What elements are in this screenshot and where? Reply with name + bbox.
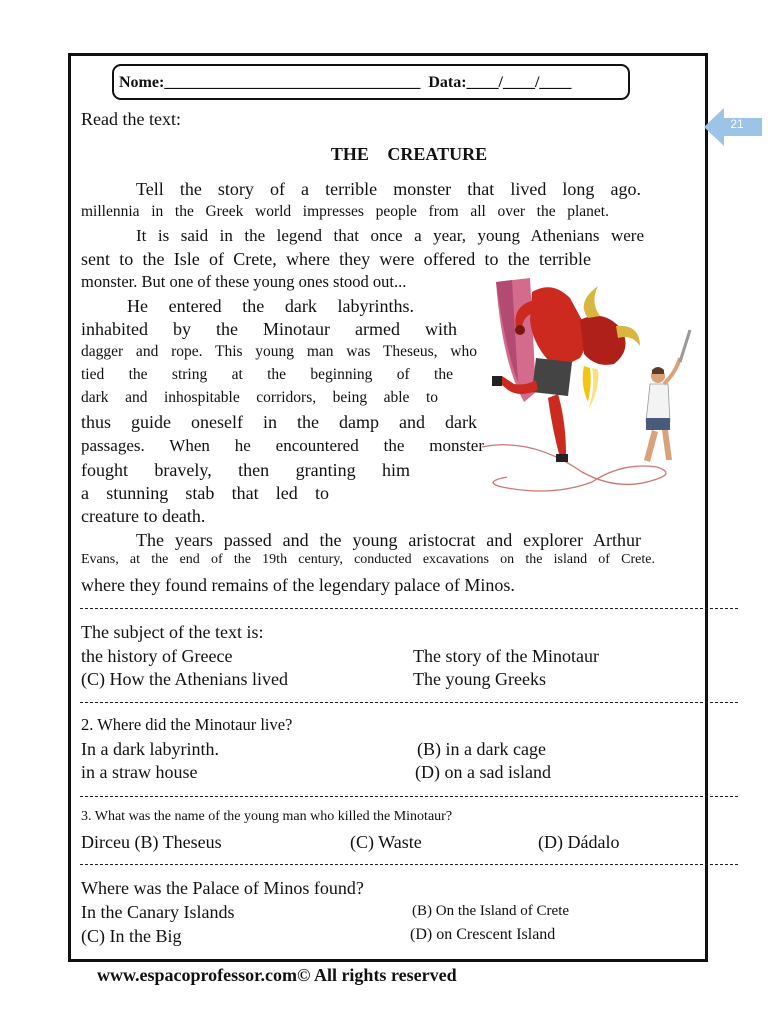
question-prompt: Where was the Palace of Minos found?	[81, 878, 364, 898]
answer-option[interactable]: (C) Waste	[350, 832, 422, 852]
theseus-minotaur-illustration	[472, 272, 694, 498]
story-line: dagger and rope. This young man was Theseus, who	[81, 343, 477, 360]
name-date-box	[112, 64, 630, 100]
section-divider	[80, 796, 738, 797]
answer-option[interactable]: In a dark labyrinth.	[81, 739, 219, 759]
story-line: dark and inhospitable corridors, being able to	[81, 389, 438, 406]
story-title: THE CREATURE	[330, 144, 488, 164]
answer-option[interactable]: (C) In the Big	[81, 926, 182, 946]
answer-option[interactable]: (C) How the Athenians lived	[81, 669, 288, 689]
story-line: sent to the Isle of Crete, where they were offered to the terrible	[81, 249, 591, 269]
answer-option[interactable]: The young Greeks	[413, 669, 546, 689]
story-line: millennia in the Greek world impresses people from all over the planet.	[81, 203, 609, 220]
section-divider	[80, 702, 738, 703]
story-line: The years passed and the young aristocrat and explorer Arthur	[136, 530, 641, 550]
story-line: thus guide oneself in the damp and dark	[81, 412, 477, 432]
answer-option[interactable]: (B) in a dark cage	[417, 739, 546, 759]
section-divider	[80, 608, 738, 609]
story-line: monster. But one of these young ones stood out...	[81, 272, 407, 291]
question-prompt: 3. What was the name of the young man who killed the Minotaur?	[81, 809, 453, 824]
section-divider	[80, 864, 738, 865]
story-line: a stunning stab that led to	[81, 483, 329, 503]
story-line: passages. When he encountered the monster	[81, 436, 484, 455]
page-number: 21	[730, 117, 744, 131]
answer-option[interactable]: Dirceu (B) Theseus	[81, 832, 222, 852]
answer-option[interactable]: (D) Dádalo	[538, 832, 620, 852]
story-line: He entered the dark labyrinths.	[127, 296, 414, 316]
answer-option[interactable]: (D) on Crescent Island	[410, 926, 556, 943]
story-line: fought bravely, then granting him	[81, 460, 410, 480]
intro-instruction: Read the text:	[81, 109, 181, 129]
copyright-footer: www.espacoprofessor.com© All rights reserved	[97, 965, 457, 985]
story-line: where they found remains of the legendary palace of Minos.	[81, 575, 515, 595]
answer-option[interactable]: the history of Greece	[81, 646, 233, 666]
story-line: Evans, at the end of the 19th century, conducted excavations on the island of Crete.	[81, 552, 655, 567]
question-prompt: The subject of the text is:	[81, 622, 264, 642]
story-line: inhabited by the Minotaur armed with	[81, 319, 457, 339]
answer-option[interactable]: In the Canary Islands	[81, 902, 235, 922]
answer-option[interactable]: (B) On the Island of Crete	[412, 903, 570, 919]
story-line: It is said in the legend that once a year, young Athenians were	[136, 226, 644, 245]
story-line: creature to death.	[81, 506, 206, 526]
answer-option[interactable]: (D) on a sad island	[415, 762, 551, 782]
date-label: Data:____/____/____	[428, 74, 572, 91]
story-line: Tell the story of a terrible monster that lived long ago.	[136, 179, 641, 199]
question-prompt: 2. Where did the Minotaur live?	[81, 715, 293, 734]
answer-option[interactable]: in a straw house	[81, 762, 198, 782]
answer-option[interactable]: The story of the Minotaur	[413, 646, 599, 666]
name-label: Nome:________________________________	[119, 74, 421, 91]
story-line: tied the string at the beginning of the	[81, 366, 453, 383]
